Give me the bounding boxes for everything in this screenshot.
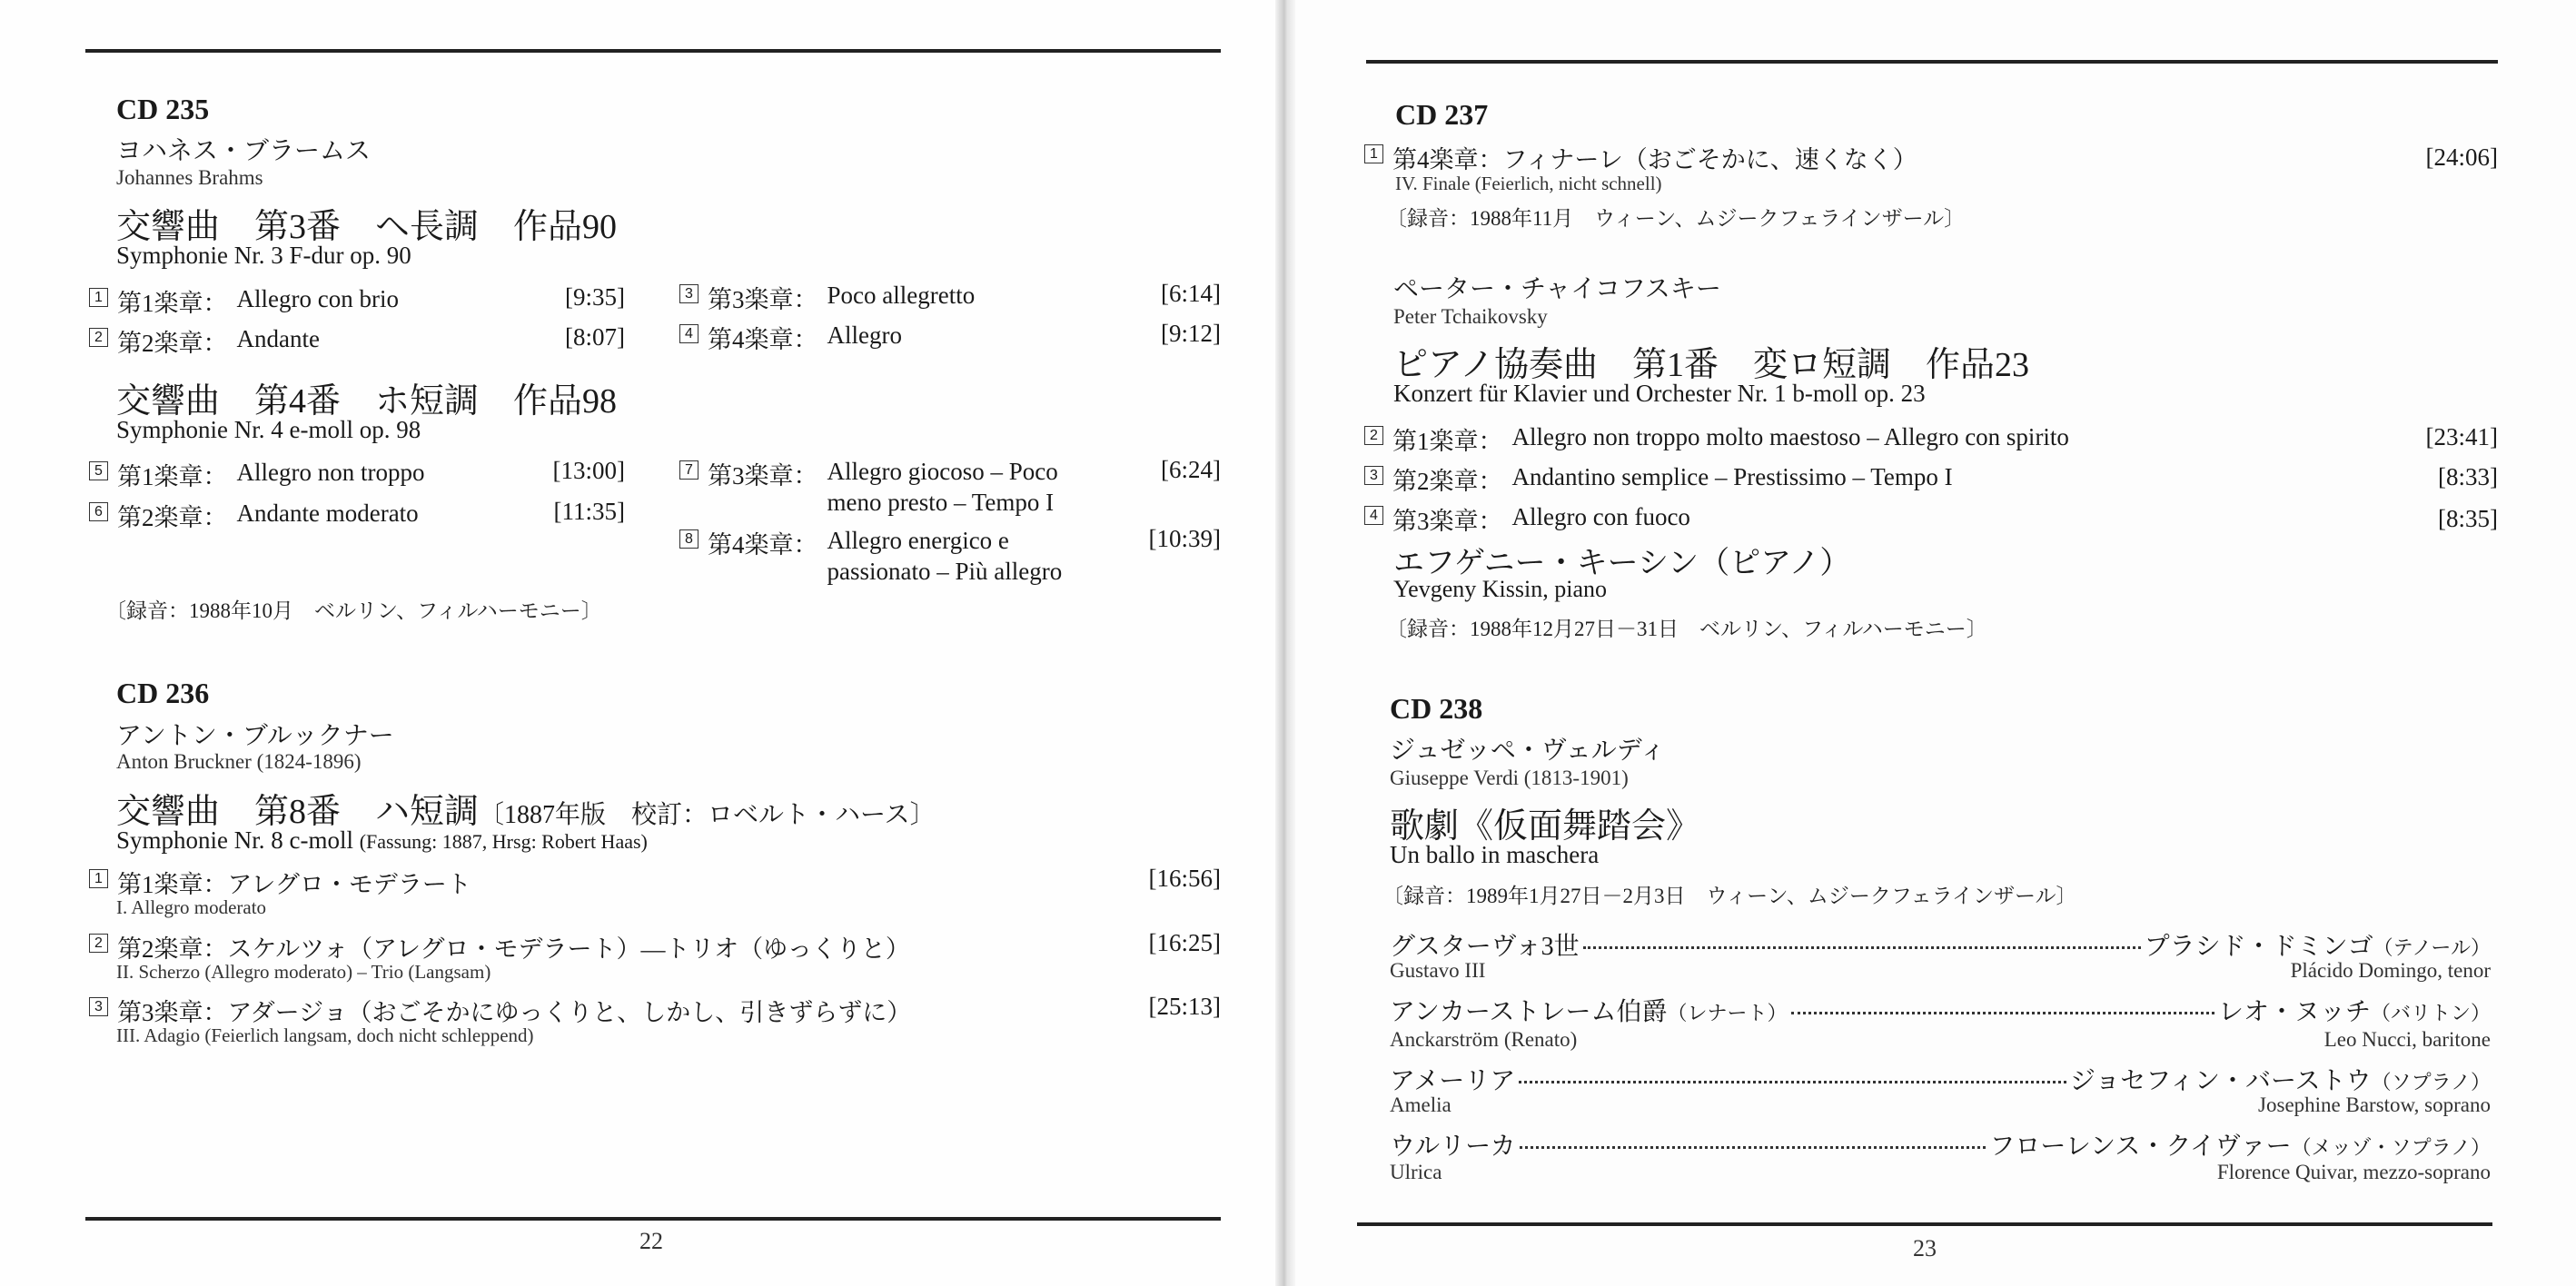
role-jp: アンカーストレーム伯爵 xyxy=(1390,998,1668,1026)
work-title-en-main: Symphonie Nr. 8 c-moll xyxy=(116,826,353,854)
track-title: Allegro con fuoco xyxy=(1511,503,1690,530)
track-row[interactable] xyxy=(679,280,975,315)
track-number-box: 5 xyxy=(89,461,108,480)
track-row[interactable] xyxy=(1364,421,2069,457)
movement-label: 第4楽章： xyxy=(708,326,818,353)
page-number: 23 xyxy=(1913,1235,1937,1261)
track-duration: [6:14] xyxy=(1161,280,1221,307)
track-duration: [11:35] xyxy=(553,498,625,525)
movement-label: 第3楽章： xyxy=(1392,508,1503,535)
leader-dots xyxy=(1791,1012,2214,1014)
track-number-box: 2 xyxy=(1364,426,1383,445)
cast-row xyxy=(1390,926,2491,961)
work-title-en: Un ballo in maschera xyxy=(1390,841,1600,868)
bottom-rule xyxy=(1357,1222,2492,1226)
track-number-box: 4 xyxy=(679,324,698,343)
track-title xyxy=(827,525,1063,587)
role-en: Anckarström (Renato) xyxy=(1390,1028,1578,1051)
cd-237-heading: CD 237 xyxy=(1395,98,1489,131)
composer-jp: ペーター・チャイコフスキー xyxy=(1393,275,1721,303)
track-row[interactable] xyxy=(89,865,471,900)
work-title-jp: ピアノ協奏曲 第1番 変ロ短調 作品23 xyxy=(1393,346,2029,384)
recording-info: 〔録音：1988年10月 ベルリン、フィルハーモニー〕 xyxy=(105,599,602,622)
track-row[interactable] xyxy=(89,993,911,1028)
track-number-box: 1 xyxy=(89,288,108,307)
track-duration: [10:39] xyxy=(1148,525,1221,552)
track-duration: [8:35] xyxy=(2438,505,2498,532)
composer-en: Peter Tchaikovsky xyxy=(1393,305,1548,328)
voice-jp: （バリトン） xyxy=(2370,1002,2491,1024)
track-duration: [9:12] xyxy=(1161,320,1221,347)
track-duration: [13:00] xyxy=(552,457,625,484)
recording-info: 〔録音：1988年12月27日－31日 ベルリン、フィルハーモニー〕 xyxy=(1386,618,1987,640)
track-title-line: passionato – Più allegro xyxy=(827,558,1063,585)
role-jp: ウルリーカ xyxy=(1390,1133,1516,1161)
work-title-en: Konzert für Klavier und Orchester Nr. 1 b-moll op. 23 xyxy=(1393,380,1926,407)
track-row[interactable] xyxy=(1364,501,1690,537)
track-number-box: 3 xyxy=(679,284,698,303)
track-duration: [16:56] xyxy=(1148,865,1221,892)
track-duration: [6:24] xyxy=(1161,456,1221,483)
track-row[interactable] xyxy=(89,929,910,964)
track-duration: [8:33] xyxy=(2438,463,2498,490)
composer-en: Johannes Brahms xyxy=(116,166,263,189)
voice-jp: （テノール） xyxy=(2373,936,2491,959)
soloist-jp: エフゲニー・キーシン（ピアノ） xyxy=(1393,547,1851,580)
voice-jp: （メッゾ・ソプラノ） xyxy=(2291,1136,2491,1159)
cd-236-heading: CD 236 xyxy=(116,677,210,709)
track-row[interactable] xyxy=(1364,140,1917,175)
role-en: Ulrica xyxy=(1390,1161,1442,1183)
track-duration: [23:41] xyxy=(2425,423,2498,450)
track-title: Andantino semplice – Prestissimo – Tempo I xyxy=(1511,463,1953,490)
track-row[interactable] xyxy=(1364,461,1953,497)
composer-jp: ジュゼッペ・ヴェルディ xyxy=(1390,737,1666,765)
book-gutter xyxy=(1275,0,1295,1286)
movement-label: 第1楽章： xyxy=(117,290,228,317)
role-jp: グスターヴォ3世 xyxy=(1390,933,1580,961)
movement-title-jp: 第4楽章：フィナーレ（おごそかに、速くなく） xyxy=(1392,146,1917,173)
track-number-box: 3 xyxy=(1364,466,1383,485)
movement-title-jp: 第2楽章：スケルツォ（アレグロ・モデラート）―トリオ（ゆっくりと） xyxy=(117,935,910,963)
track-duration: [24:06] xyxy=(2425,143,2498,171)
leader-dots xyxy=(1520,1146,1986,1149)
track-row[interactable] xyxy=(679,320,902,355)
track-number-box: 2 xyxy=(89,934,108,953)
edition-note: 〔1887年版 校訂：ロベルト・ハース〕 xyxy=(479,801,936,829)
composer-en: Giuseppe Verdi (1813-1901) xyxy=(1390,767,1629,789)
track-number-box: 2 xyxy=(89,328,108,347)
singer-jp: フローレンス・クイヴァー xyxy=(1989,1133,2292,1161)
soloist-en: Yevgeny Kissin, piano xyxy=(1393,576,1607,602)
track-title-line: Allegro energico e xyxy=(827,527,1009,554)
top-rule xyxy=(1366,60,2498,64)
track-duration: [9:35] xyxy=(565,283,625,311)
cast-row xyxy=(1390,1061,2491,1095)
track-row[interactable] xyxy=(89,498,419,533)
movement-label: 第3楽章： xyxy=(708,286,818,313)
movement-label: 第1楽章： xyxy=(1392,428,1503,455)
track-number-box: 3 xyxy=(89,997,108,1016)
movement-label: 第2楽章： xyxy=(1392,468,1503,495)
track-duration: [16:25] xyxy=(1148,929,1221,956)
role-jp: アメーリア xyxy=(1390,1067,1516,1095)
track-number-box: 1 xyxy=(1364,144,1383,163)
track-title-line: Allegro giocoso – Poco xyxy=(827,458,1058,485)
top-rule xyxy=(85,49,1221,53)
work-title-en: Symphonie Nr. 4 e-moll op. 98 xyxy=(116,416,421,443)
role-en: Gustavo III xyxy=(1390,959,1486,982)
role-en: Amelia xyxy=(1390,1093,1451,1116)
movement-label: 第4楽章： xyxy=(708,531,818,559)
bottom-rule xyxy=(85,1217,1221,1221)
role-note-jp: （レナート） xyxy=(1667,1002,1788,1024)
composer-jp: アントン・ブルックナー xyxy=(116,722,394,750)
track-row[interactable] xyxy=(89,457,424,492)
singer-en: Plácido Domingo, tenor xyxy=(2290,959,2491,982)
singer-en: Leo Nucci, baritone xyxy=(2323,1028,2491,1051)
track-title-line: meno presto – Tempo I xyxy=(827,489,1055,516)
work-title-jp: 交響曲 第3番 ヘ長調 作品90 xyxy=(116,208,618,246)
work-title-jp xyxy=(116,783,936,833)
track-title: Poco allegretto xyxy=(827,282,976,309)
movement-title-en: II. Scherzo (Allegro moderato) – Trio (Langsam) xyxy=(116,961,491,983)
singer-jp: ジョセフィン・バーストウ xyxy=(2069,1067,2372,1095)
cd-238-heading: CD 238 xyxy=(1390,692,1483,725)
singer-en: Florence Quivar, mezzo-soprano xyxy=(2216,1161,2491,1183)
track-number-box: 6 xyxy=(89,502,108,521)
work-title-jp-main: 交響曲 第8番 ハ短調 xyxy=(116,793,480,831)
track-row[interactable] xyxy=(89,283,399,319)
track-title xyxy=(827,456,1058,518)
track-title: Allegro xyxy=(827,322,902,349)
work-title-en: Symphonie Nr. 3 F-dur op. 90 xyxy=(116,242,411,269)
track-number-box: 1 xyxy=(89,869,108,888)
work-title-jp: 交響曲 第4番 ホ短調 作品98 xyxy=(116,382,618,420)
track-duration: [25:13] xyxy=(1148,993,1221,1020)
movement-label: 第3楽章： xyxy=(708,462,818,490)
edition-note-en: (Fassung: 1887, Hrsg: Robert Haas) xyxy=(359,830,648,853)
movement-label: 第2楽章： xyxy=(117,504,228,531)
movement-title-en: I. Allegro moderato xyxy=(116,896,267,918)
cd-235-heading: CD 235 xyxy=(116,93,210,125)
movement-title-jp: 第3楽章：アダージョ（おごそかにゆっくりと、しかし、引きずらずに） xyxy=(117,999,912,1026)
work-title-en xyxy=(116,826,648,855)
track-duration: [8:07] xyxy=(565,323,625,351)
singer-jp: レオ・ヌッチ xyxy=(2217,998,2371,1026)
movement-title-jp: 第1楽章：アレグロ・モデラート xyxy=(117,871,471,898)
track-title: Andante xyxy=(236,325,320,352)
left-page xyxy=(0,0,1283,1286)
track-number-box: 4 xyxy=(1364,506,1383,525)
track-title: Allegro con brio xyxy=(236,285,399,312)
track-number-box: 7 xyxy=(679,460,698,480)
voice-jp: （ソプラノ） xyxy=(2371,1071,2491,1093)
cast-row xyxy=(1390,1126,2491,1161)
track-title: Allegro non troppo molto maestoso – Allegro con spirito xyxy=(1511,423,2069,450)
recording-info: 〔録音：1988年11月 ウィーン、ムジークフェラインザール〕 xyxy=(1386,207,1966,230)
track-number-box: 8 xyxy=(679,529,698,549)
page-number: 22 xyxy=(639,1228,663,1254)
cast-row xyxy=(1390,992,2491,1026)
track-title: Andante moderato xyxy=(236,500,419,527)
track-row[interactable] xyxy=(679,525,1062,587)
recording-info: 〔録音：1989年1月27日－2月3日 ウィーン、ムジークフェラインザール〕 xyxy=(1382,885,2077,907)
leader-dots xyxy=(1519,1081,2066,1083)
movement-label: 第2楽章： xyxy=(117,330,228,357)
composer-en: Anton Bruckner (1824-1896) xyxy=(116,750,362,773)
singer-jp: プラシド・ドミンゴ xyxy=(2144,933,2373,961)
movement-label: 第1楽章： xyxy=(117,463,228,490)
track-row[interactable] xyxy=(89,323,320,359)
track-row[interactable] xyxy=(679,456,1058,518)
movement-title-en: III. Adagio (Feierlich langsam, doch nicht schleppend) xyxy=(116,1024,534,1046)
composer-jp: ヨハネス・ブラームス xyxy=(116,137,372,165)
leader-dots xyxy=(1583,946,2141,949)
singer-en: Josephine Barstow, soprano xyxy=(2258,1093,2491,1116)
work-title-jp: 歌劇《仮面舞踏会》 xyxy=(1390,807,1701,846)
movement-title-en: IV. Finale (Feierlich, nicht schnell) xyxy=(1395,173,1662,194)
track-title: Allegro non troppo xyxy=(236,459,425,486)
